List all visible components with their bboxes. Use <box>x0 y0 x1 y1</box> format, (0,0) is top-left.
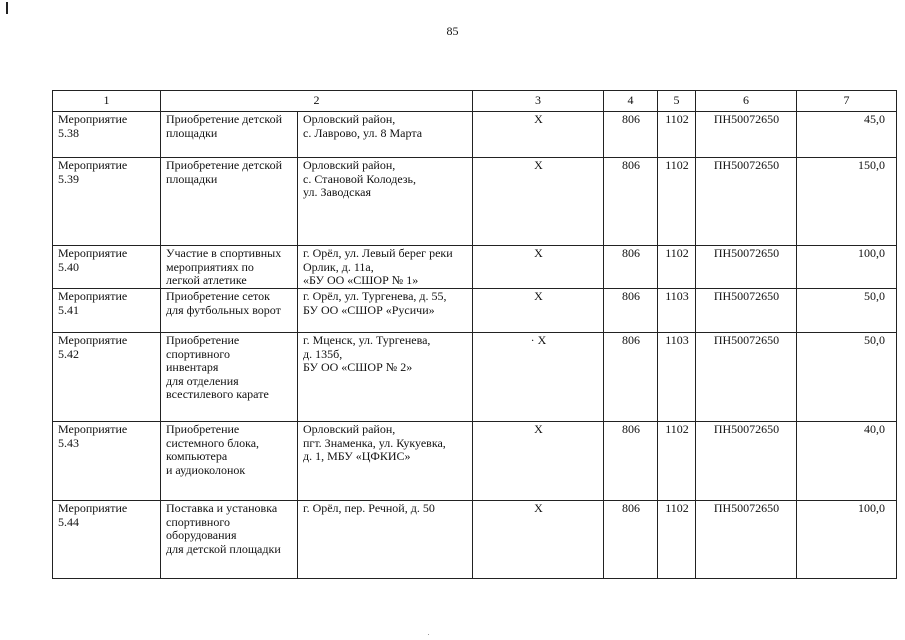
column-3-cell: Х <box>473 112 604 158</box>
table-row <box>53 158 897 246</box>
address-cell: Орловский район, пгт. Знаменка, ул. Кукуевка, д. 1, МБУ «ЦФКИС» <box>298 422 473 501</box>
column-4-cell: 806 <box>604 158 658 246</box>
column-5-cell: 1102 <box>658 158 696 246</box>
amount-cell: 100,0 <box>797 246 897 289</box>
column-5-cell: 1102 <box>658 501 696 579</box>
address-cell: Орловский район, с. Становой Колодезь, ул. Заводская <box>298 158 473 246</box>
column-5-cell: 1102 <box>658 112 696 158</box>
address-cell: г. Орёл, пер. Речной, д. 50 <box>298 501 473 579</box>
column-3-cell: Х <box>473 246 604 289</box>
column-4-cell: 806 <box>604 422 658 501</box>
column-3-cell: Х <box>473 158 604 246</box>
amount-cell: 50,0 <box>797 289 897 333</box>
amount-cell: 50,0 <box>797 333 897 422</box>
column-6-cell: ПН50072650 <box>696 501 797 579</box>
table-row <box>53 112 897 158</box>
address-cell: г. Мценск, ул. Тургенева, д. 135б, БУ ОО «СШОР № 2» <box>298 333 473 422</box>
column-header: 2 <box>161 91 473 112</box>
table-row <box>53 289 897 333</box>
table-row <box>53 422 897 501</box>
item-name-cell: Приобретение системного блока, компьютера и аудиоколонок <box>161 422 298 501</box>
column-3-cell: Х <box>473 289 604 333</box>
amount-cell: 100,0 <box>797 501 897 579</box>
column-4-cell: 806 <box>604 289 658 333</box>
column-3-cell: Х <box>473 422 604 501</box>
page-number: 85 <box>446 24 459 38</box>
event-cell: Мероприятие 5.40 <box>53 246 161 289</box>
item-name-cell: Приобретение детской площадки <box>161 112 298 158</box>
item-name-cell: Приобретение сеток для футбольных ворот <box>161 289 298 333</box>
scan-speck <box>428 634 429 635</box>
table-row <box>53 501 897 579</box>
column-header: 4 <box>604 91 658 112</box>
event-cell: Мероприятие 5.39 <box>53 158 161 246</box>
column-4-cell: 806 <box>604 246 658 289</box>
column-4-cell: 806 <box>604 112 658 158</box>
event-cell: Мероприятие 5.38 <box>53 112 161 158</box>
column-5-cell: 1103 <box>658 289 696 333</box>
column-6-cell: ПН50072650 <box>696 246 797 289</box>
address-cell: Орловский район, с. Лаврово, ул. 8 Марта <box>298 112 473 158</box>
address-cell: г. Орёл, ул. Тургенева, д. 55, БУ ОО «СШОР «Русичи» <box>298 289 473 333</box>
amount-cell: 40,0 <box>797 422 897 501</box>
table-row <box>53 246 897 289</box>
column-header: 1 <box>53 91 161 112</box>
budget-table <box>52 90 897 579</box>
column-6-cell: ПН50072650 <box>696 112 797 158</box>
amount-cell: 150,0 <box>797 158 897 246</box>
column-header: 3 <box>473 91 604 112</box>
table-row <box>53 333 897 422</box>
address-cell: г. Орёл, ул. Левый берег реки Орлик, д. 11а, «БУ ОО «СШОР № 1» <box>298 246 473 289</box>
column-4-cell: 806 <box>604 333 658 422</box>
column-6-cell: ПН50072650 <box>696 289 797 333</box>
column-header: 6 <box>696 91 797 112</box>
column-5-cell: 1102 <box>658 422 696 501</box>
event-cell: Мероприятие 5.41 <box>53 289 161 333</box>
event-cell: Мероприятие 5.43 <box>53 422 161 501</box>
item-name-cell: Поставка и установка спортивного оборудования для детской площадки <box>161 501 298 579</box>
column-5-cell: 1102 <box>658 246 696 289</box>
column-3-cell: Х <box>473 501 604 579</box>
column-3-cell: · Х <box>473 333 604 422</box>
table-header-row <box>53 91 897 112</box>
column-header: 5 <box>658 91 696 112</box>
item-name-cell: Участие в спортивных мероприятиях по легкой атлетике <box>161 246 298 289</box>
event-cell: Мероприятие 5.44 <box>53 501 161 579</box>
column-6-cell: ПН50072650 <box>696 333 797 422</box>
event-cell: Мероприятие 5.42 <box>53 333 161 422</box>
column-6-cell: ПН50072650 <box>696 422 797 501</box>
item-name-cell: Приобретение детской площадки <box>161 158 298 246</box>
scan-edge-mark <box>6 2 8 14</box>
amount-cell: 45,0 <box>797 112 897 158</box>
column-5-cell: 1103 <box>658 333 696 422</box>
column-6-cell: ПН50072650 <box>696 158 797 246</box>
column-header: 7 <box>797 91 897 112</box>
item-name-cell: Приобретение спортивного инвентаря для отделения всестилевого карате <box>161 333 298 422</box>
column-4-cell: 806 <box>604 501 658 579</box>
